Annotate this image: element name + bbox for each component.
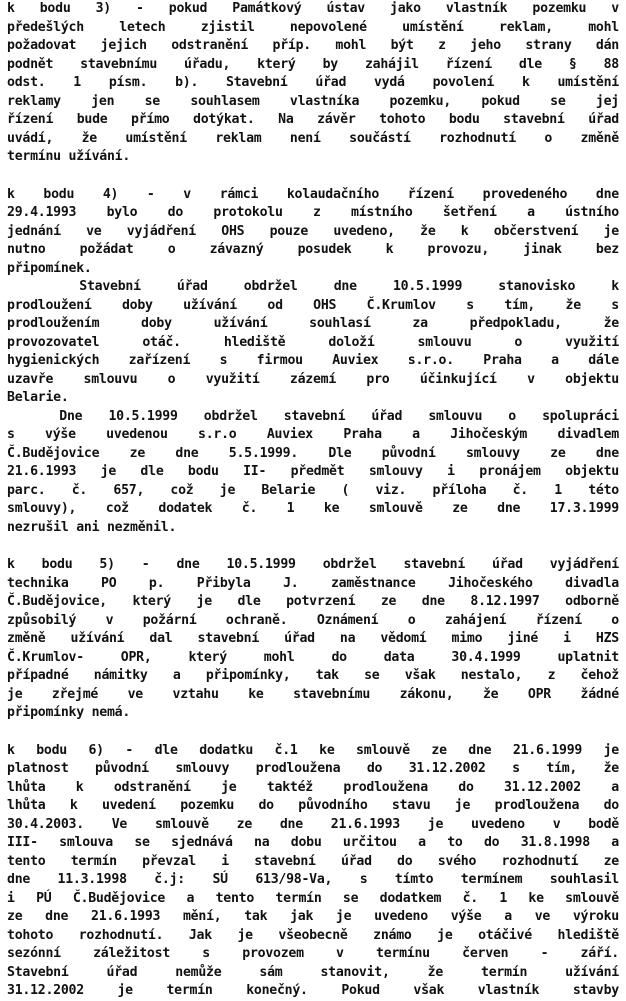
text-line: případné námitky a připomínky, tak se však nestalo, z čehož xyxy=(7,668,619,683)
document-page xyxy=(7,0,619,1001)
paragraph-gap xyxy=(7,537,619,556)
text-line: je zřejmé ve vztahu ke stavebnímu zákonu, že OPR žádné xyxy=(7,686,619,702)
text-line: k bodu 5) - dne 10.5.1999 obdržel stavební úřad vyjádření xyxy=(7,557,619,572)
text-line: lhůta k odstranění je taktéž prodloužena do 31.12.2002 a xyxy=(7,779,619,795)
text-line: 30.4.2003. Ve smlouvě ze dne 21.6.1993 je uvedeno v bodě xyxy=(7,816,619,832)
text-line: odst. 1 písm. b). Stavební úřad vydá povolení k umístění xyxy=(7,75,619,90)
paragraph-bod-6 xyxy=(7,742,619,1001)
text-line: Stavební úřad nemůže sám stanovit, že termín užívání xyxy=(7,964,619,980)
text-line: způsobilý v požární ochraně. Oznámení o zahájení řízení o xyxy=(7,612,619,628)
text-line: k bodu 3) - pokud Památkový ústav jako vlastník pozemku v xyxy=(7,1,619,16)
text-line: nutno požádat o závazný posudek k provozu, jinak bez xyxy=(7,242,619,257)
text-line: Belarie. xyxy=(7,390,69,405)
text-line: 29.4.1993 bylo do protokolu z místního šetření a ústního xyxy=(7,205,619,220)
text-line: Č.Budějovice, který je dle potvrzení ze dne 8.12.1997 odborně xyxy=(7,594,619,609)
text-line: 31.12.2002 je termín konečný. Pokud však vlastník stavby xyxy=(7,983,619,998)
text-line: prodloužením doby užívání souhlasí za předpokladu, že xyxy=(7,316,619,331)
text-line: předešlých letech zjistil nepovolené umístění reklam, mohl xyxy=(7,19,619,35)
paragraph-bod-5 xyxy=(7,556,619,723)
text-line: sezónní záležitost s provozem v termínu červen - září. xyxy=(7,946,619,961)
text-line: Č.Krumlov- OPR, který mohl do data 30.4.1999 uplatnit xyxy=(7,649,619,665)
paragraph-gap xyxy=(7,167,619,186)
text-line: tohoto rozhodnutí. Jak je všeobecně známo je otáčivé hlediště xyxy=(7,927,619,943)
text-line: smlouvy), což dodatek č. 1 ke smlouvě ze dne 17.3.1999 xyxy=(7,501,619,516)
text-line: parc. č. 657, což je Belarie ( viz. příloha č. 1 této xyxy=(7,482,619,498)
text-line: nezrušil ani nezměnil. xyxy=(7,519,177,535)
text-line: provozovatel otáč. hlediště doloží smlouvu o využití xyxy=(7,334,619,350)
text-line: k bodu 6) - dle dodatku č.1 ke smlouvě ze dne 21.6.1999 je xyxy=(7,742,619,758)
text-line: prodloužení doby užívání od OHS Č.Krumlov s tím, že s xyxy=(7,297,619,313)
text-line: reklamy jen se souhlasem vlastníka pozemku, pokud se jej xyxy=(7,93,619,109)
text-line: připomínek. xyxy=(7,260,92,276)
text-line: Dne 10.5.1999 obdržel stavební úřad smlouvu o spolupráci xyxy=(7,408,619,424)
text-line: uzavře smlouvu o využití zázemí pro účinkující v objektu xyxy=(7,371,619,387)
text-line: řízení bude přímo dotýkat. Na závěr tohoto bodu stavební úřad xyxy=(7,112,619,127)
text-line: lhůta k uvedení pozemku do původního stavu je prodloužena do xyxy=(7,798,619,813)
text-line: k bodu 4) - v rámci kolaudačního řízení provedeného dne xyxy=(7,186,619,202)
text-line: připomínky nemá. xyxy=(7,705,131,720)
text-line: změně užívání dal stavební úřad na vědomí mimo jiné i HZS xyxy=(7,631,619,646)
text-line: tento termín převzal i stavební úřad do svého rozhodnutí ze xyxy=(7,853,619,869)
text-line: III- smlouva se sjednává na dobu určitou a to do 31.8.1998 a xyxy=(7,835,619,850)
text-line: termínu užívání. xyxy=(7,149,131,164)
text-line: požadovat jejich odstranění příp. mohl být z jeho strany dán xyxy=(7,38,619,53)
text-line: podnět stavebnímu úřadu, který by zahájil řízení dle § 88 xyxy=(7,56,619,72)
text-line: hygienických zařízení s firmou Auviex s.r.o. Praha a dále xyxy=(7,353,619,368)
text-line: dne 11.3.1998 č.j: SÚ 613/98-Va, s tímto termínem souhlasil xyxy=(7,872,619,887)
text-line: s výše uvedenou s.r.o Auviex Praha a Jihočeským divadlem xyxy=(7,427,619,442)
paragraph-bod-3 xyxy=(7,0,619,167)
text-line: i PÚ Č.Budějovice a tento termín se dodatkem č. 1 ke smlouvě xyxy=(7,890,619,906)
text-line: Stavební úřad obdržel dne 10.5.1999 stanovisko k xyxy=(7,279,619,294)
text-line: jednání ve vyjádření OHS pouze uvedeno, že k občerstvení je xyxy=(7,223,619,239)
text-line: Č.Budějovice ze dne 5.5.1999. Dle původní smlouvy ze dne xyxy=(7,445,619,461)
text-line: uvádí, že umístění reklam není součástí rozhodnutí o změně xyxy=(7,130,619,146)
text-line: 21.6.1993 je dle bodu II- předmět smlouvy i pronájem objektu xyxy=(7,464,619,479)
paragraph-gap xyxy=(7,723,619,742)
paragraph-bod-4 xyxy=(7,186,619,538)
text-line: platnost původní smlouvy prodloužena do 31.12.2002 s tím, že xyxy=(7,761,619,776)
text-line: ze dne 21.6.1993 mění, tak jak je uvedeno výše a ve výroku xyxy=(7,909,619,924)
text-line: technika PO p. Přibyla J. zaměstnance Jihočeského divadla xyxy=(7,575,619,591)
